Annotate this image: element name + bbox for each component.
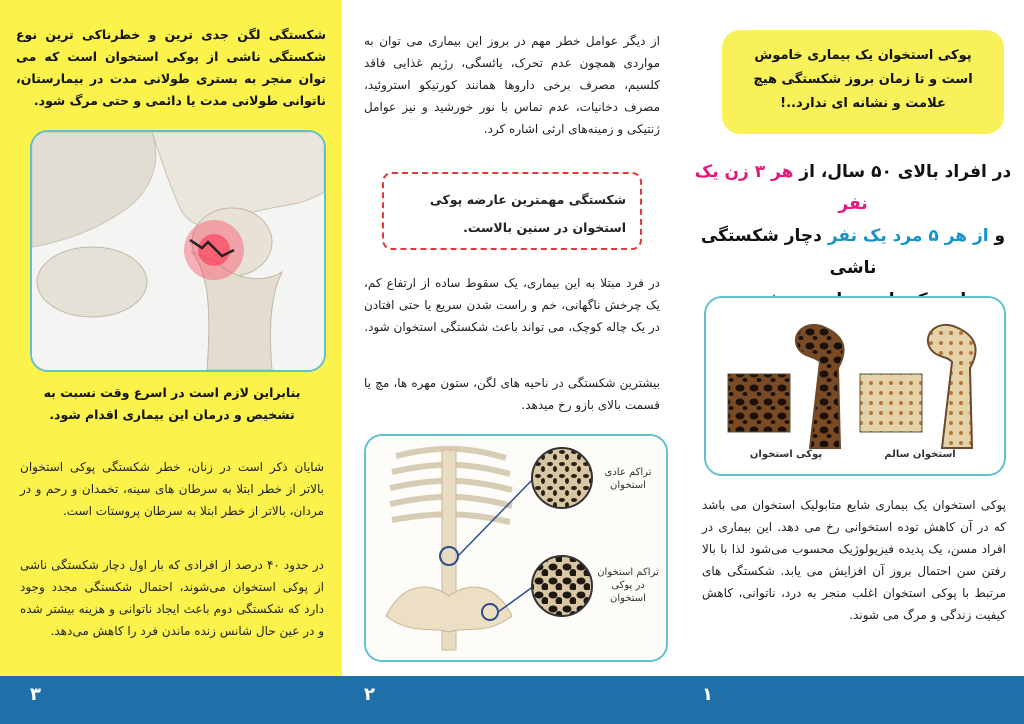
silent-disease-text: پوکی استخوان یک بیماری خاموش است و تا زمان بروز شکستگی هیچ علامت و نشانه ای ندارد..! xyxy=(753,48,973,111)
bone-comparison-image xyxy=(704,296,1006,476)
panel-1 xyxy=(682,0,1024,676)
statistics-headline xyxy=(692,156,1014,316)
fracture-callout-text: شکستگی مهمترین عارضه پوکی استخوان در سنین بالاست. xyxy=(429,192,626,235)
fracture-callout xyxy=(382,172,642,250)
fall-paragraph: در فرد مبتلا به این بیماری، یک سقوط ساده از ارتفاع کم، یک چرخش ناگهانی، خم و راست شدن سریع یا حتی افتادن در یک چاله کوچک، می تواند باعث شکستگی استخوان شود. xyxy=(364,276,660,334)
healthy-bone-label: استخوان سالم xyxy=(884,449,956,460)
osteoporosis-density-label: تراکم استخوان در پوکی استخوان xyxy=(597,567,659,604)
osteoporosis-bone-label: پوکی استخوان xyxy=(749,449,823,460)
men-stat: از هر ۵ مرد یک نفر xyxy=(827,226,989,246)
recurrence-paragraph: در حدود ۴۰ درصد از افرادی که بار اول دچار شکستگی ناشی از پوکی استخوان می‌شوند، احتمال شکستگی مجدد وجود دارد که شکستگی دوم باعث ایجاد ناتوانی و هزینه بیشتر شده و در عین حال شانس زنده ماندن فرد را کاهش می‌دهد. xyxy=(20,558,325,638)
stat-line-2: و از هر ۵ مرد یک نفر دچار شکستگی ناشی xyxy=(700,226,1006,278)
panel-2 xyxy=(342,0,682,676)
definition-paragraph: پوکی استخوان یک بیماری شایع متابولیک استخوان می باشد که در آن کاهش توده استخوانی رخ می دهد. این بیماری در افراد مسن، یک پدیده فیزیولوژیک محسوب می‌شود لذا با بالا رفتن سن احتمال بروز آن افزایش می یابد. شکستگی های مرتبط با پوکی استخوان اغلب منجر به درد، ناتوانی، کاهش کیفیت زندگی و مرگ می شوند. xyxy=(702,498,1006,622)
risk-factors-paragraph: از دیگر عوامل خطر مهم در بروز این بیماری می توان به مواردی همچون عدم تحرک، یائسگی، رژیم غذایی فاقد کلسیم، مصرف برخی داروها همانند کورتیکو استروئید، مصرف دخانیات، عدم تماس با نور خورشید و نیز عوامل ژنتیکی و زمینه‌های ارثی اشاره کرد. xyxy=(364,34,660,136)
normal-density-label: تراکم عادی استخوان xyxy=(604,467,652,491)
spine-density-image xyxy=(364,434,668,662)
page-number-1: ۱ xyxy=(702,684,713,705)
hip-fracture-image xyxy=(30,130,326,372)
women-stat: هر ۳ زن یک نفر xyxy=(694,162,868,214)
pelvis-illustration xyxy=(32,132,324,370)
panel-3 xyxy=(0,0,342,676)
page-number-2: ۲ xyxy=(364,684,375,705)
hip-fracture-intro: شکستگی لگن جدی ترین و خطرناکی ترین نوع شکستگی ناشی از پوکی استخوان است که می توان منجر به بستری طولانی مدت در بیمارستان، ناتوانی طولانی مدت یا دائمی و حتی مرگ شود. xyxy=(16,27,326,108)
stat-line-1: در افراد بالای ۵۰ سال، از هر ۳ زن یک نفر xyxy=(694,162,1012,214)
page-number-3: ۳ xyxy=(30,684,41,705)
diagnosis-note: بنابراین لازم است در اسرع وقت نسبت به تشخیص و درمان این بیماری اقدام شود. xyxy=(43,385,301,422)
risk-comparison-paragraph: شایان ذکر است در زنان، خطر شکستگی پوکی استخوان بالاتر از خطر ابتلا به سرطان های سینه، تخمدان و رحم و در مردان، بالاتر از خطر ابتلا به سرطان پروستات است. xyxy=(20,460,324,518)
footer-bar xyxy=(0,676,1024,724)
fracture-sites-paragraph: بیشترین شکستگی در ناحیه های لگن، ستون مهره ها، مچ یا قسمت بالای بازو رخ میدهد. xyxy=(364,376,660,412)
silent-disease-box xyxy=(722,30,1004,134)
